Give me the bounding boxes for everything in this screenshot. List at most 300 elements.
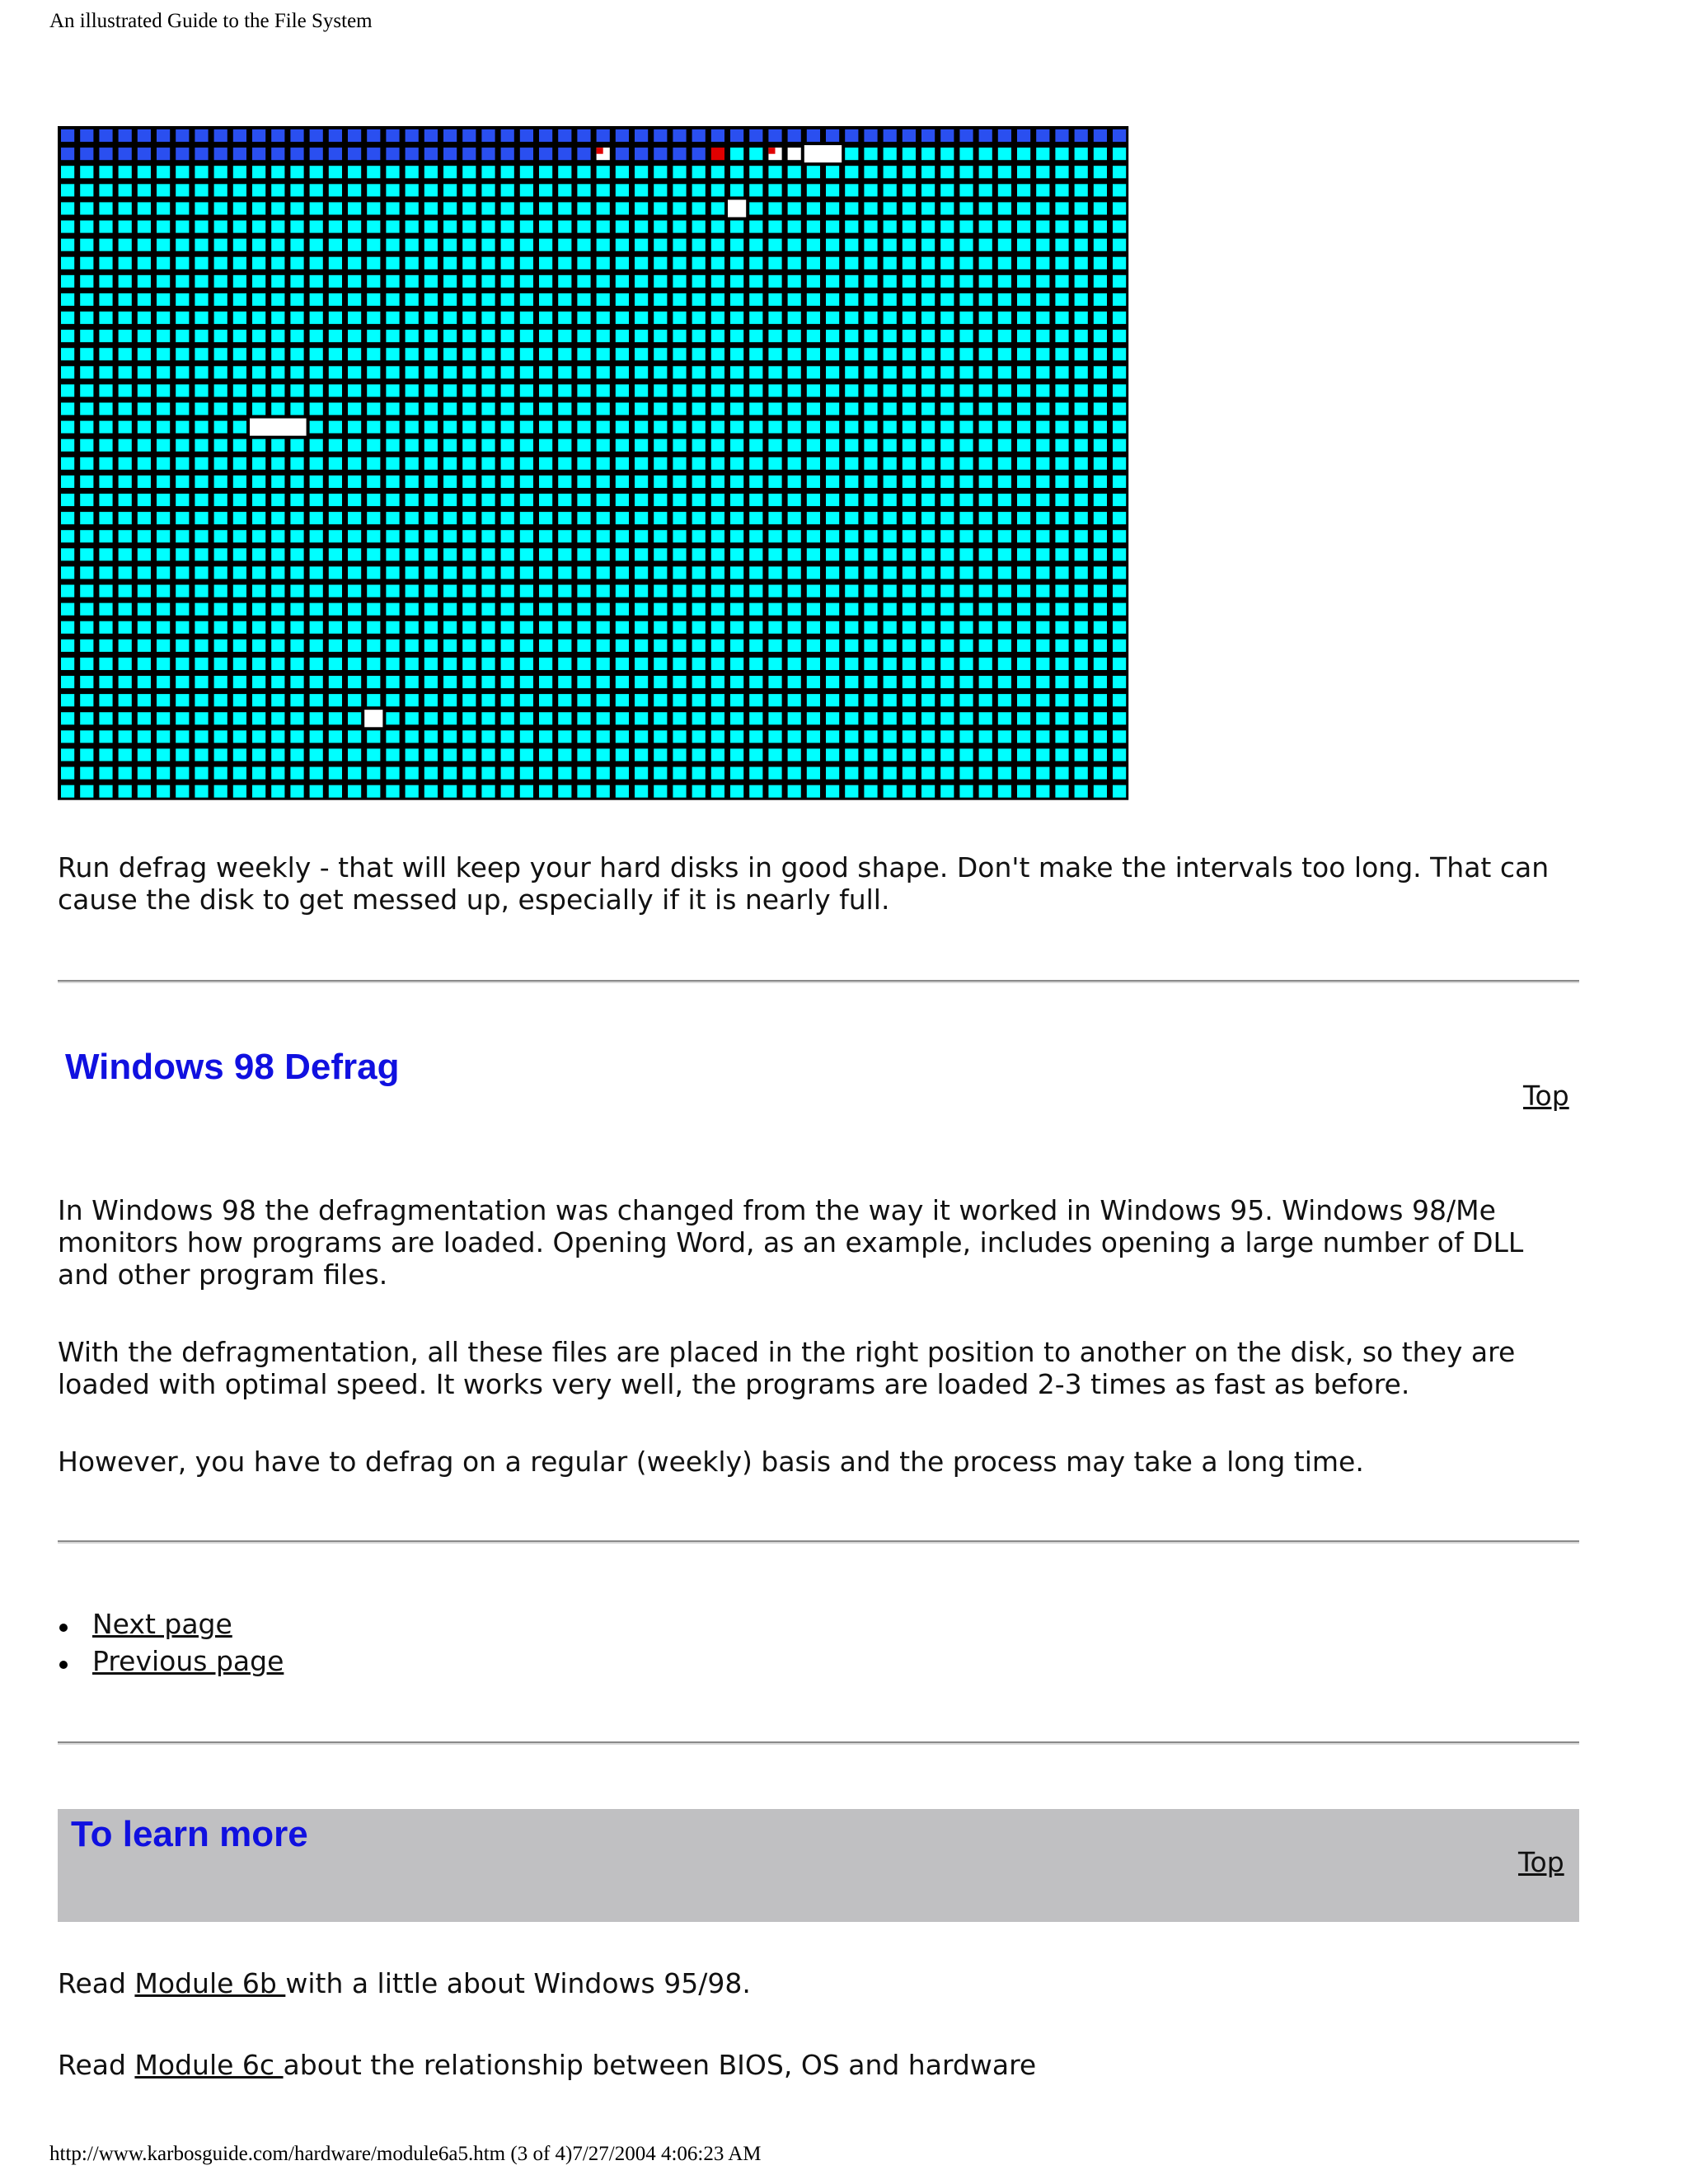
used-cluster xyxy=(462,293,476,306)
top-link[interactable]: Top xyxy=(1523,1080,1569,1112)
used-cluster xyxy=(290,694,303,706)
used-cluster xyxy=(1017,712,1030,724)
used-cluster xyxy=(673,494,686,506)
used-cluster xyxy=(597,184,610,196)
used-cluster xyxy=(329,767,342,780)
used-cluster xyxy=(1036,166,1049,178)
free-cluster xyxy=(364,710,382,727)
used-cluster xyxy=(979,348,992,360)
used-cluster xyxy=(1075,312,1088,324)
used-cluster xyxy=(1075,384,1088,396)
used-cluster xyxy=(864,221,877,233)
used-cluster xyxy=(940,457,954,470)
used-cluster xyxy=(788,457,801,470)
used-cluster xyxy=(711,621,724,634)
used-cluster xyxy=(826,166,839,178)
used-cluster xyxy=(998,512,1011,524)
used-cluster xyxy=(424,275,438,288)
optimized-cluster xyxy=(692,148,706,160)
used-cluster xyxy=(1017,202,1030,214)
used-cluster xyxy=(99,530,112,542)
used-cluster xyxy=(1075,439,1088,452)
used-cluster xyxy=(616,184,629,196)
used-cluster xyxy=(884,439,897,452)
used-cluster xyxy=(520,239,533,251)
module-6b-link[interactable]: Module 6b xyxy=(134,1967,286,1999)
used-cluster xyxy=(577,275,590,288)
used-cluster xyxy=(138,512,151,524)
used-cluster xyxy=(959,366,973,378)
used-cluster xyxy=(884,785,897,798)
used-cluster xyxy=(406,275,419,288)
used-cluster xyxy=(367,566,380,579)
used-cluster xyxy=(157,403,170,415)
used-cluster xyxy=(157,767,170,780)
used-cluster xyxy=(692,439,706,452)
used-cluster xyxy=(998,730,1011,743)
used-cluster xyxy=(635,748,648,761)
top-link[interactable]: Top xyxy=(1518,1846,1564,1878)
optimized-cluster xyxy=(558,129,571,142)
used-cluster xyxy=(99,457,112,470)
used-cluster xyxy=(138,640,151,652)
used-cluster xyxy=(348,585,361,598)
used-cluster xyxy=(845,585,858,598)
used-cluster xyxy=(1113,221,1126,233)
used-cluster xyxy=(329,457,342,470)
used-cluster xyxy=(80,476,93,488)
bad-cluster-marker xyxy=(597,148,603,154)
used-cluster xyxy=(1094,530,1107,542)
used-cluster xyxy=(214,658,227,670)
used-cluster xyxy=(539,312,552,324)
used-cluster xyxy=(290,457,303,470)
used-cluster xyxy=(367,494,380,506)
used-cluster xyxy=(99,330,112,342)
used-cluster xyxy=(884,221,897,233)
used-cluster xyxy=(1075,476,1088,488)
used-cluster xyxy=(1055,421,1068,434)
used-cluster xyxy=(654,439,667,452)
used-cluster xyxy=(597,785,610,798)
used-cluster xyxy=(692,658,706,670)
used-cluster xyxy=(233,676,246,688)
used-cluster xyxy=(788,640,801,652)
used-cluster xyxy=(252,457,265,470)
used-cluster xyxy=(903,312,916,324)
used-cluster xyxy=(558,330,571,342)
used-cluster xyxy=(252,748,265,761)
used-cluster xyxy=(462,658,476,670)
used-cluster xyxy=(481,403,495,415)
used-cluster xyxy=(406,494,419,506)
used-cluster xyxy=(635,585,648,598)
used-cluster xyxy=(424,384,438,396)
used-cluster xyxy=(959,566,973,579)
used-cluster xyxy=(252,439,265,452)
used-cluster xyxy=(903,585,916,598)
used-cluster xyxy=(348,694,361,706)
used-cluster xyxy=(367,257,380,269)
used-cluster xyxy=(119,694,132,706)
used-cluster xyxy=(195,275,208,288)
used-cluster xyxy=(959,330,973,342)
used-cluster xyxy=(940,785,954,798)
used-cluster xyxy=(481,658,495,670)
used-cluster xyxy=(654,658,667,670)
used-cluster xyxy=(424,730,438,743)
used-cluster xyxy=(61,767,74,780)
used-cluster xyxy=(768,767,781,780)
used-cluster xyxy=(1036,512,1049,524)
used-cluster xyxy=(921,421,935,434)
used-cluster xyxy=(157,658,170,670)
used-cluster xyxy=(635,403,648,415)
used-cluster xyxy=(788,184,801,196)
used-cluster xyxy=(711,348,724,360)
used-cluster xyxy=(558,439,571,452)
used-cluster xyxy=(61,548,74,560)
used-cluster xyxy=(501,457,514,470)
used-cluster xyxy=(271,658,284,670)
used-cluster xyxy=(711,457,724,470)
used-cluster xyxy=(329,640,342,652)
used-cluster xyxy=(1036,257,1049,269)
used-cluster xyxy=(520,348,533,360)
used-cluster xyxy=(520,257,533,269)
used-cluster xyxy=(788,566,801,579)
used-cluster xyxy=(157,640,170,652)
used-cluster xyxy=(635,293,648,306)
used-cluster xyxy=(61,293,74,306)
optimized-cluster xyxy=(730,129,743,142)
used-cluster xyxy=(310,676,323,688)
used-cluster xyxy=(979,330,992,342)
used-cluster xyxy=(443,257,457,269)
used-cluster xyxy=(501,712,514,724)
used-cluster xyxy=(176,494,189,506)
used-cluster xyxy=(616,548,629,560)
used-cluster xyxy=(959,348,973,360)
used-cluster xyxy=(940,166,954,178)
used-cluster xyxy=(711,384,724,396)
used-cluster xyxy=(940,403,954,415)
used-cluster xyxy=(348,530,361,542)
used-cluster xyxy=(807,566,820,579)
used-cluster xyxy=(367,658,380,670)
used-cluster xyxy=(329,257,342,269)
used-cluster xyxy=(577,366,590,378)
used-cluster xyxy=(501,494,514,506)
used-cluster xyxy=(959,439,973,452)
used-cluster xyxy=(673,221,686,233)
read-module-6c xyxy=(58,2049,1582,2081)
used-cluster xyxy=(61,730,74,743)
used-cluster xyxy=(673,640,686,652)
used-cluster xyxy=(558,312,571,324)
used-cluster xyxy=(673,566,686,579)
optimized-cluster xyxy=(252,129,265,142)
used-cluster xyxy=(99,476,112,488)
used-cluster xyxy=(1075,566,1088,579)
used-cluster xyxy=(233,384,246,396)
used-cluster xyxy=(826,530,839,542)
read-suffix: about the relationship between BIOS, OS and hardware xyxy=(283,2049,1037,2081)
used-cluster xyxy=(558,257,571,269)
used-cluster xyxy=(845,293,858,306)
used-cluster xyxy=(386,530,399,542)
used-cluster xyxy=(1055,439,1068,452)
used-cluster xyxy=(616,785,629,798)
used-cluster xyxy=(329,293,342,306)
used-cluster xyxy=(157,603,170,616)
used-cluster xyxy=(348,748,361,761)
used-cluster xyxy=(271,403,284,415)
used-cluster xyxy=(443,530,457,542)
used-cluster xyxy=(577,293,590,306)
used-cluster xyxy=(845,712,858,724)
used-cluster xyxy=(788,676,801,688)
used-cluster xyxy=(845,730,858,743)
optimized-cluster xyxy=(539,129,552,142)
used-cluster xyxy=(520,166,533,178)
used-cluster xyxy=(1055,293,1068,306)
used-cluster xyxy=(940,330,954,342)
used-cluster xyxy=(1113,694,1126,706)
used-cluster xyxy=(1075,603,1088,616)
used-cluster xyxy=(1055,585,1068,598)
used-cluster xyxy=(406,457,419,470)
used-cluster xyxy=(1075,348,1088,360)
used-cluster xyxy=(673,239,686,251)
used-cluster xyxy=(864,457,877,470)
used-cluster xyxy=(768,257,781,269)
used-cluster xyxy=(1055,384,1068,396)
used-cluster xyxy=(367,676,380,688)
used-cluster xyxy=(845,148,858,160)
used-cluster xyxy=(386,293,399,306)
used-cluster xyxy=(176,603,189,616)
used-cluster xyxy=(138,221,151,233)
used-cluster xyxy=(749,257,762,269)
used-cluster xyxy=(329,403,342,415)
used-cluster xyxy=(501,530,514,542)
used-cluster xyxy=(271,476,284,488)
used-cluster xyxy=(176,785,189,798)
used-cluster xyxy=(558,512,571,524)
used-cluster xyxy=(176,202,189,214)
used-cluster xyxy=(845,275,858,288)
used-cluster xyxy=(214,348,227,360)
used-cluster xyxy=(673,384,686,396)
used-cluster xyxy=(768,585,781,598)
used-cluster xyxy=(884,566,897,579)
used-cluster xyxy=(884,694,897,706)
used-cluster xyxy=(462,585,476,598)
used-cluster xyxy=(367,403,380,415)
used-cluster xyxy=(252,512,265,524)
used-cluster xyxy=(788,494,801,506)
used-cluster xyxy=(424,767,438,780)
used-cluster xyxy=(635,785,648,798)
optimized-cluster xyxy=(157,148,170,160)
used-cluster xyxy=(176,439,189,452)
used-cluster xyxy=(271,566,284,579)
used-cluster xyxy=(310,312,323,324)
used-cluster xyxy=(481,730,495,743)
used-cluster xyxy=(367,694,380,706)
used-cluster xyxy=(711,293,724,306)
used-cluster xyxy=(597,640,610,652)
used-cluster xyxy=(940,257,954,269)
used-cluster xyxy=(940,184,954,196)
used-cluster xyxy=(462,640,476,652)
used-cluster xyxy=(501,676,514,688)
used-cluster xyxy=(635,603,648,616)
used-cluster xyxy=(597,748,610,761)
used-cluster xyxy=(788,548,801,560)
used-cluster xyxy=(884,530,897,542)
used-cluster xyxy=(768,548,781,560)
used-cluster xyxy=(979,785,992,798)
used-cluster xyxy=(979,275,992,288)
used-cluster xyxy=(903,439,916,452)
optimized-cluster xyxy=(1017,129,1030,142)
used-cluster xyxy=(635,494,648,506)
used-cluster xyxy=(329,494,342,506)
used-cluster xyxy=(558,621,571,634)
next-page-link[interactable]: Next page xyxy=(92,1608,232,1640)
used-cluster xyxy=(443,585,457,598)
used-cluster xyxy=(80,640,93,652)
used-cluster xyxy=(692,421,706,434)
used-cluster xyxy=(635,530,648,542)
used-cluster xyxy=(80,730,93,743)
used-cluster xyxy=(788,767,801,780)
used-cluster xyxy=(99,384,112,396)
used-cluster xyxy=(99,694,112,706)
used-cluster xyxy=(424,603,438,616)
used-cluster xyxy=(845,676,858,688)
used-cluster xyxy=(979,603,992,616)
used-cluster xyxy=(386,566,399,579)
used-cluster xyxy=(730,603,743,616)
used-cluster xyxy=(138,403,151,415)
optimized-cluster xyxy=(501,148,514,160)
used-cluster xyxy=(157,221,170,233)
used-cluster xyxy=(119,421,132,434)
used-cluster xyxy=(119,312,132,324)
optimized-cluster xyxy=(443,129,457,142)
used-cluster xyxy=(921,166,935,178)
used-cluster xyxy=(119,494,132,506)
used-cluster xyxy=(749,403,762,415)
used-cluster xyxy=(807,275,820,288)
used-cluster xyxy=(1017,694,1030,706)
used-cluster xyxy=(903,148,916,160)
used-cluster xyxy=(577,257,590,269)
used-cluster xyxy=(1036,202,1049,214)
used-cluster xyxy=(310,530,323,542)
used-cluster xyxy=(138,548,151,560)
used-cluster xyxy=(138,530,151,542)
used-cluster xyxy=(768,366,781,378)
used-cluster xyxy=(845,166,858,178)
used-cluster xyxy=(539,384,552,396)
used-cluster xyxy=(921,202,935,214)
used-cluster xyxy=(61,184,74,196)
used-cluster xyxy=(940,148,954,160)
used-cluster xyxy=(61,512,74,524)
used-cluster xyxy=(386,548,399,560)
used-cluster xyxy=(310,330,323,342)
used-cluster xyxy=(692,621,706,634)
used-cluster xyxy=(539,658,552,670)
used-cluster xyxy=(635,457,648,470)
used-cluster xyxy=(348,494,361,506)
used-cluster xyxy=(80,566,93,579)
used-cluster xyxy=(577,494,590,506)
used-cluster xyxy=(462,603,476,616)
used-cluster xyxy=(406,785,419,798)
used-cluster xyxy=(864,494,877,506)
used-cluster xyxy=(903,421,916,434)
used-cluster xyxy=(998,366,1011,378)
used-cluster xyxy=(577,166,590,178)
previous-page-link[interactable]: Previous page xyxy=(92,1645,284,1677)
used-cluster xyxy=(1075,694,1088,706)
used-cluster xyxy=(864,476,877,488)
used-cluster xyxy=(462,403,476,415)
used-cluster xyxy=(864,621,877,634)
used-cluster xyxy=(539,439,552,452)
used-cluster xyxy=(501,293,514,306)
used-cluster xyxy=(711,658,724,670)
used-cluster xyxy=(176,384,189,396)
used-cluster xyxy=(673,548,686,560)
used-cluster xyxy=(1094,366,1107,378)
used-cluster xyxy=(730,494,743,506)
used-cluster xyxy=(271,275,284,288)
used-cluster xyxy=(80,748,93,761)
used-cluster xyxy=(616,366,629,378)
used-cluster xyxy=(654,312,667,324)
used-cluster xyxy=(864,184,877,196)
used-cluster xyxy=(749,457,762,470)
used-cluster xyxy=(1036,275,1049,288)
optimized-cluster xyxy=(119,148,132,160)
used-cluster xyxy=(845,221,858,233)
used-cluster xyxy=(539,767,552,780)
bad-cluster-marker xyxy=(768,148,775,154)
used-cluster xyxy=(921,221,935,233)
optimized-cluster xyxy=(329,148,342,160)
list-item xyxy=(58,1605,284,1643)
used-cluster xyxy=(520,785,533,798)
used-cluster xyxy=(329,694,342,706)
used-cluster xyxy=(290,384,303,396)
used-cluster xyxy=(119,439,132,452)
optimized-cluster xyxy=(176,129,189,142)
used-cluster xyxy=(233,403,246,415)
used-cluster xyxy=(884,202,897,214)
used-cluster xyxy=(864,548,877,560)
used-cluster xyxy=(635,202,648,214)
used-cluster xyxy=(768,312,781,324)
used-cluster xyxy=(462,530,476,542)
used-cluster xyxy=(462,202,476,214)
module-6c-link[interactable]: Module 6c xyxy=(134,2049,284,2081)
